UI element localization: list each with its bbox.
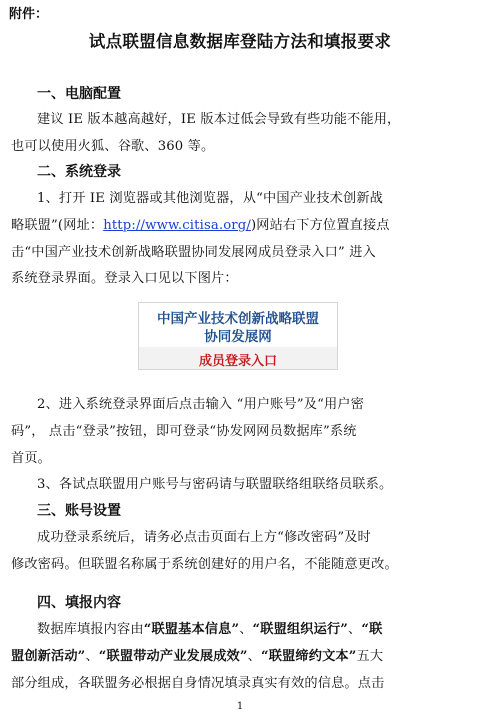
member-login-banner-image bbox=[138, 302, 338, 370]
text-segment: 、 bbox=[247, 649, 261, 664]
bold-term: “联盟缔约文本” bbox=[260, 649, 357, 664]
paragraph-line: 系统登录界面。登录入口见以下图片： bbox=[11, 271, 238, 286]
paragraph-line: 3、各试点联盟用户账号与密码请与联盟联络组联络员联系。 bbox=[37, 477, 393, 492]
page-number: 1 bbox=[236, 701, 244, 712]
text-segment: 略联盟”(网址： bbox=[11, 218, 104, 233]
text-segment: 、 bbox=[239, 622, 253, 637]
paragraph-line: 成功登录系统后，请务必点击页面右上方“修改密码”及时 bbox=[37, 530, 371, 545]
text-segment: 、 bbox=[348, 622, 362, 637]
bold-term: “联盟基本信息” bbox=[143, 622, 240, 637]
text-segment: 、 bbox=[85, 649, 99, 664]
paragraph-line: 部分组成，各联盟务必根据自身情况填录真实有效的信息。点击 bbox=[11, 676, 385, 691]
paragraph-line: 2、进入系统登录界面后点击输入 “用户账号”及“用户密 bbox=[37, 397, 364, 412]
section-heading-filling-content: 四、填报内容 bbox=[37, 595, 121, 611]
banner-member-login-entry: 成员登录入口 bbox=[198, 354, 277, 369]
paragraph-line: 码”， 点击“登录”按钮，即可登录“协发网网员数据库”系统 bbox=[11, 424, 357, 439]
text-segment: 数据库填报内容由 bbox=[37, 622, 144, 637]
section-heading-computer-config: 一、电脑配置 bbox=[37, 86, 121, 102]
paragraph-line: 也可以使用火狐、谷歌、360 等。 bbox=[11, 139, 215, 154]
section-heading-account-settings: 三、账号设置 bbox=[37, 503, 121, 519]
paragraph-line bbox=[37, 618, 382, 637]
banner-alliance-name: 中国产业技术创新战略联盟 bbox=[157, 311, 319, 327]
paragraph-line: 1、打开 IE 浏览器或其他浏览器，从“中国产业技术创新战 bbox=[37, 191, 384, 206]
text-segment: )网站右下方位置直接点 bbox=[250, 218, 390, 233]
document-title: 试点联盟信息数据库登陆方法和填报要求 bbox=[88, 32, 392, 51]
paragraph-line bbox=[11, 645, 383, 664]
banner-network-name: 协同发展网 bbox=[204, 329, 272, 345]
paragraph-line: 建议 IE 版本越高越好，IE 版本过低会导致有些功能不能用， bbox=[37, 112, 401, 127]
paragraph-line: 击“中国产业技术创新战略联盟协同发展网成员登录入口” 进入 bbox=[11, 245, 376, 260]
section-heading-system-login: 二、系统登录 bbox=[37, 164, 121, 180]
paragraph-line-with-link bbox=[11, 214, 390, 233]
bold-term: “联盟带动产业发展成效” bbox=[98, 649, 248, 664]
paragraph-line: 首页。 bbox=[11, 451, 52, 466]
bold-term: 盟创新活动” bbox=[11, 649, 86, 664]
citisa-website-link[interactable]: http://www.citisa.org/ bbox=[103, 218, 251, 233]
attachment-label: 附件： bbox=[9, 7, 49, 22]
bold-term: “联 bbox=[361, 622, 383, 637]
text-segment: 五大 bbox=[356, 649, 384, 664]
bold-term: “联盟组织运行” bbox=[252, 622, 349, 637]
paragraph-line: 修改密码。但联盟名称属于系统创建好的用户名，不能随意更改。 bbox=[11, 557, 398, 572]
